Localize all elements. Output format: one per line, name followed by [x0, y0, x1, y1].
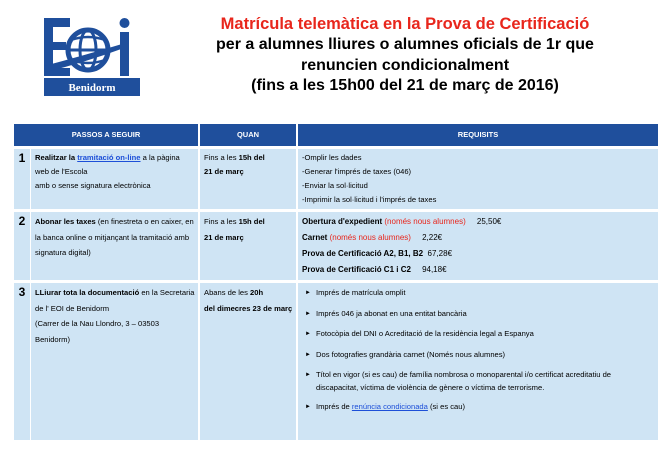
list-item: ► Imprés de matrícula omplit — [302, 287, 655, 300]
title-line-4: (fins a les 15h00 del 21 de març de 2016) — [251, 77, 559, 94]
row-number: 2 — [14, 212, 30, 280]
list-item: -Enviar la sol·licitud — [302, 181, 368, 190]
step-cell — [31, 149, 198, 209]
when-cell — [200, 283, 296, 440]
logo-text: Benidorm — [68, 82, 116, 94]
fee-item — [302, 246, 655, 262]
when-cell — [200, 212, 296, 280]
doc-text: Imprés de — [316, 402, 352, 411]
title-line-2: per a alumnes lliures o alumnes oficials de 1r que — [216, 36, 594, 53]
table-header — [14, 124, 658, 146]
list-item: ► Imprés 046 ja abonat en una entitat bancària — [302, 308, 655, 321]
when-prefix: Fins a les — [204, 153, 239, 162]
table-row — [14, 212, 658, 280]
title-line-1: Matrícula telemàtica en la Prova de Certificació — [220, 15, 590, 33]
doc-text-post: (si es cau) — [427, 402, 466, 411]
table-row — [14, 283, 658, 440]
step-text-line3: amb o sense signatura electrònica — [35, 180, 151, 190]
list-item: ► Fotocòpia del DNI o Acreditació de la residència legal a Espanya — [302, 328, 655, 341]
fee-label: Carnet — [302, 233, 328, 242]
when-cell — [200, 149, 296, 209]
eoi-logo — [42, 14, 142, 100]
when-date: del dimecres 23 de març — [204, 303, 293, 313]
conditional-waiver-link[interactable]: renúncia condicionada — [351, 402, 428, 411]
list-item: ► Títol en vigor (si es cau) de família nombrosa o monoparental i/o certificat acreditatiu de discapacitat, víctima de violència de gènere o víctima de terrorisme. — [302, 369, 655, 394]
fee-item — [302, 262, 655, 278]
requirements-cell — [298, 283, 658, 440]
fee-price: 67,28€ — [427, 249, 453, 258]
fee-item — [302, 214, 655, 230]
fee-label: Prova de Certificació A2, B1, B2 — [302, 249, 424, 258]
page-title — [150, 14, 660, 97]
when-prefix: Abans de les — [204, 288, 251, 297]
step-text-rest: a la pàgina web de l'Escola — [35, 153, 180, 176]
when-date: 21 de març — [204, 166, 244, 176]
row-number: 3 — [14, 283, 30, 440]
step-cell — [31, 212, 198, 280]
fee-price: 25,50€ — [476, 217, 502, 226]
step-text: Abonar les taxes — [35, 217, 96, 226]
when-date: 21 de març — [204, 232, 244, 242]
online-procedure-link[interactable]: tramitació on-line — [77, 153, 141, 162]
row-number: 1 — [14, 149, 30, 209]
header-steps: PASSOS A SEGUIR — [14, 124, 198, 146]
when-time: 15h del — [238, 217, 265, 226]
when-time: 15h del — [238, 153, 265, 162]
requirements-cell — [298, 149, 658, 209]
eoi-logo-graphic — [42, 14, 142, 100]
requirements-cell — [298, 212, 658, 280]
fee-note: (només nous alumnes) — [384, 217, 466, 226]
list-item — [302, 401, 655, 414]
header-requirements: REQUISITS — [298, 124, 658, 146]
step-text-rest: en la Secretaria de l' EOI de Benidorm — [35, 288, 195, 313]
steps-table — [14, 124, 658, 440]
fee-item — [302, 230, 655, 246]
title-line-3: renuncien condicionalment — [300, 56, 510, 74]
table-row — [14, 149, 658, 209]
fee-label: Obertura d'expedient — [302, 217, 383, 226]
fee-label: Prova de Certificació C1 i C2 — [302, 265, 411, 274]
step-text-rest: (en finestreta o en caixer, en la banca online o mitjançant la tramitació amb signatura digital) — [35, 217, 194, 257]
when-prefix: Fins a les — [204, 217, 239, 226]
fee-note: (només nous alumnes) — [329, 233, 411, 242]
step-cell — [31, 283, 198, 440]
list-item: ► Dos fotografies grandària carnet (Només nous alumnes) — [302, 349, 655, 362]
step-text: LLiurar tota la documentació — [35, 288, 140, 297]
list-item: -Imprimir la sol·licitud i l'imprés de taxes — [302, 195, 437, 204]
when-time: 20h — [250, 288, 264, 297]
step-text: Realitzar la — [35, 153, 78, 162]
list-item: -Generar l'imprés de taxes (046) — [302, 167, 412, 176]
fee-price: 94,18€ — [422, 265, 447, 274]
fee-price: 2,22€ — [422, 233, 443, 242]
step-address: (Carrer de la Nau Llondro, 3 – 03503 Benidorm) — [35, 319, 160, 344]
list-item: -Omplir les dades — [302, 153, 362, 162]
header-when: QUAN — [200, 124, 296, 146]
